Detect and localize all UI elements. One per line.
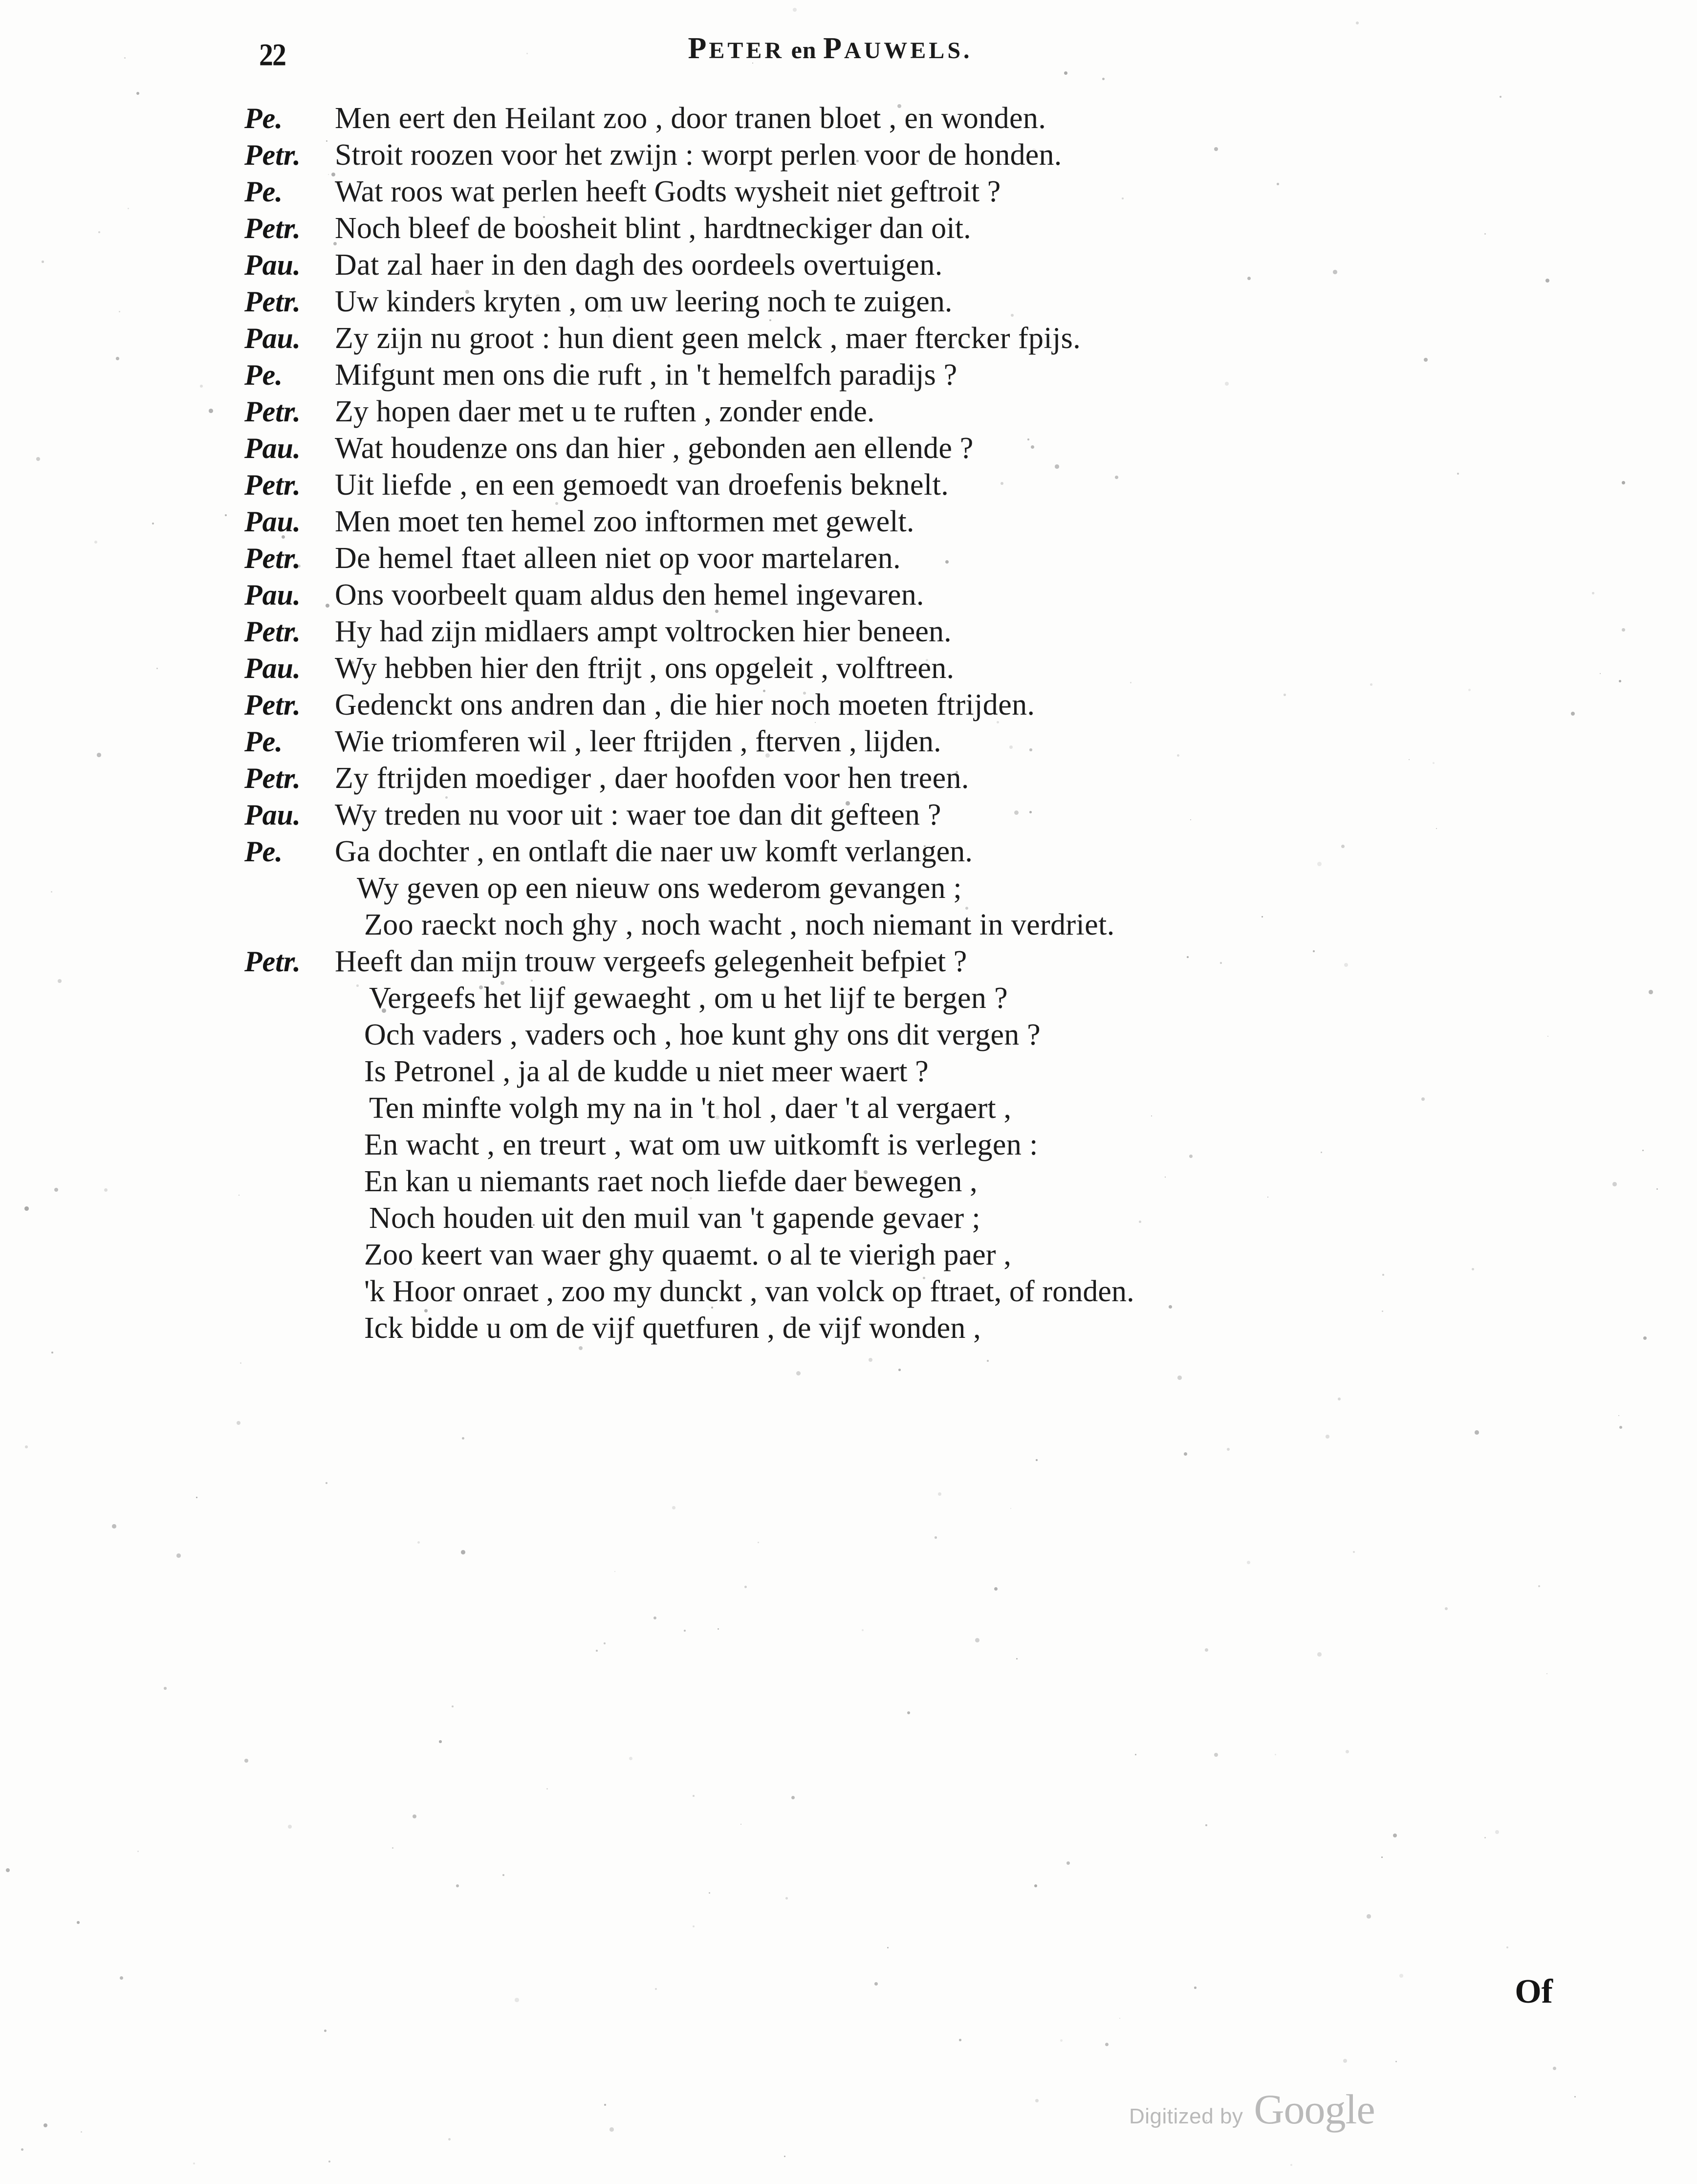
speaker-label: Petr. xyxy=(244,762,301,794)
verse-text: Uw kinders kryten , om uw leering noch te zuigen. xyxy=(335,285,953,318)
speaker-label: Pau. xyxy=(244,249,301,281)
verse-text: Hy had zijn midlaers ampt voltrocken hier beneen. xyxy=(335,615,952,648)
verse-line xyxy=(244,577,1593,613)
verse-line xyxy=(244,797,1593,833)
page-title-peter-initial: P xyxy=(688,32,709,65)
speaker-label: Pe. xyxy=(244,102,283,134)
verse-line-continuation xyxy=(244,1273,1593,1310)
verse-text: Och vaders , vaders och , hoe kunt ghy ons dit vergen ? xyxy=(364,1018,1041,1051)
verse-text: 'k Hoor onraet , zoo my dunckt , van volck op ftraet, of ronden. xyxy=(364,1275,1134,1308)
catchword: Of xyxy=(1515,1973,1553,2010)
speaker-label: Pau. xyxy=(244,799,301,831)
speaker-label: Petr. xyxy=(244,139,301,171)
speaker-label: Petr. xyxy=(244,542,301,574)
verse-line-continuation xyxy=(244,1017,1593,1053)
verse-line-continuation xyxy=(244,1053,1593,1090)
speaker-label: Petr. xyxy=(244,395,301,428)
verse-text: Men eert den Heilant zoo , door tranen bloet , en wonden. xyxy=(335,102,1046,135)
verse-line xyxy=(244,247,1593,284)
verse-text: Wie triomferen wil , leer ftrijden , fterven , lijden. xyxy=(335,725,941,758)
verse-text: Mifgunt men ons die ruft , in 't hemelfch paradijs ? xyxy=(335,358,957,392)
verse-text: Stroit roozen voor het zwijn : worpt perlen voor de honden. xyxy=(335,138,1062,172)
verse-line-continuation xyxy=(244,1310,1593,1347)
verse-body xyxy=(244,100,1593,1347)
page-title-period: . xyxy=(963,36,970,64)
google-logo-text: Google xyxy=(1254,2086,1375,2133)
verse-line-continuation xyxy=(244,1237,1593,1273)
speaker-label: Petr. xyxy=(244,469,301,501)
verse-line-continuation xyxy=(244,1127,1593,1163)
verse-line xyxy=(244,467,1593,503)
verse-text: Wy geven op een nieuw ons wederom gevangen ; xyxy=(357,872,962,905)
verse-line xyxy=(244,503,1593,540)
running-head xyxy=(244,27,1560,86)
speaker-label: Pau. xyxy=(244,579,301,611)
verse-text: Ick bidde u om de vijf quetfuren , de vijf wonden , xyxy=(364,1311,981,1345)
verse-line xyxy=(244,540,1593,577)
verse-text: Ten minfte volgh my na in 't hol , daer 't al vergaert , xyxy=(369,1092,1012,1125)
verse-line xyxy=(244,613,1593,650)
page-title xyxy=(244,31,1560,66)
verse-line xyxy=(244,320,1593,357)
verse-text: Is Petronel , ja al de kudde u niet meer waert ? xyxy=(364,1055,929,1088)
verse-line xyxy=(244,393,1593,430)
page-title-space2 xyxy=(817,36,824,64)
verse-text: Ga dochter , en ontlaft die naer uw komft verlangen. xyxy=(335,835,973,868)
verse-line-continuation xyxy=(244,907,1593,943)
verse-text: Dat zal haer in den dagh des oordeels overtuigen. xyxy=(335,248,943,282)
verse-text: Uit liefde , en een gemoedt van droefenis beknelt. xyxy=(335,468,949,502)
verse-text: Zoo raeckt noch ghy , noch wacht , noch niemant in verdriet. xyxy=(364,908,1115,941)
speaker-label: Petr. xyxy=(244,212,301,244)
page-number: 22 xyxy=(259,37,285,72)
page-title-pauwels-initial: P xyxy=(823,32,844,65)
speaker-label: Pe. xyxy=(244,835,283,868)
digitized-by-google-watermark xyxy=(1129,2085,1375,2134)
verse-text: Ons voorbeelt quam aldus den hemel ingevaren. xyxy=(335,578,924,612)
speaker-label: Petr. xyxy=(244,945,301,978)
verse-line xyxy=(244,760,1593,797)
verse-line xyxy=(244,430,1593,467)
verse-line xyxy=(244,174,1593,210)
page-title-en: en xyxy=(791,36,817,64)
verse-text: Vergeefs het lijf gewaeght , om u het lijf te bergen ? xyxy=(369,982,1008,1015)
verse-line-continuation xyxy=(244,980,1593,1017)
verse-text: En wacht , en treurt , wat om uw uitkomft is verlegen : xyxy=(364,1128,1038,1161)
verse-text: En kan u niemants raet noch liefde daer bewegen , xyxy=(364,1165,978,1198)
verse-text: Heeft dan mijn trouw vergeefs gelegenheit befpiet ? xyxy=(335,945,967,978)
speaker-label: Pau. xyxy=(244,432,301,464)
verse-line xyxy=(244,687,1593,723)
page-title-peter-rest: ETER xyxy=(709,38,785,64)
verse-text: Zy zijn nu groot : hun dient geen melck , maer ftercker fpijs. xyxy=(335,322,1081,355)
verse-text: Noch houden uit den muil van 't gapende gevaer ; xyxy=(369,1201,981,1235)
verse-line xyxy=(244,357,1593,393)
speaker-label: Pe. xyxy=(244,725,283,758)
verse-line-continuation xyxy=(244,1163,1593,1200)
speaker-label: Petr. xyxy=(244,615,301,648)
verse-text: De hemel ftaet alleen niet op voor martelaren. xyxy=(335,542,901,575)
verse-text: Wat houdenze ons dan hier , gebonden aen ellende ? xyxy=(335,432,974,465)
verse-line xyxy=(244,210,1593,247)
verse-line-continuation xyxy=(244,870,1593,907)
verse-text: Zoo keert van waer ghy quaemt. o al te vierigh paer , xyxy=(364,1238,1012,1271)
verse-line xyxy=(244,650,1593,687)
verse-line-continuation xyxy=(244,1200,1593,1237)
verse-line xyxy=(244,100,1593,137)
verse-line xyxy=(244,723,1593,760)
speaker-label: Pau. xyxy=(244,505,301,538)
verse-text: Zy ftrijden moediger , daer hoofden voor hen treen. xyxy=(335,762,969,795)
speaker-label: Pau. xyxy=(244,322,301,354)
verse-line xyxy=(244,943,1593,980)
verse-line xyxy=(244,137,1593,174)
watermark-prefix: Digitized by xyxy=(1129,2104,1243,2128)
verse-line xyxy=(244,833,1593,870)
verse-text: Zy hopen daer met u te ruften , zonder ende. xyxy=(335,395,875,428)
speaker-label: Pe. xyxy=(244,175,283,208)
verse-line-continuation xyxy=(244,1090,1593,1127)
speaker-label: Petr. xyxy=(244,689,301,721)
verse-text: Men moet ten hemel zoo inftormen met gewelt. xyxy=(335,505,914,538)
verse-text: Wy treden nu voor uit : waer toe dan dit gefteen ? xyxy=(335,798,941,831)
speaker-label: Pe. xyxy=(244,359,283,391)
verse-text: Wat roos wat perlen heeft Godts wysheit niet geftroit ? xyxy=(335,175,1001,208)
verse-line xyxy=(244,284,1593,320)
page-title-pauwels-rest: AUWELS xyxy=(844,38,964,64)
speaker-label: Pau. xyxy=(244,652,301,684)
speaker-label: Petr. xyxy=(244,285,301,318)
verse-text: Noch bleef de boosheit blint , hardtneckiger dan oit. xyxy=(335,212,971,245)
verse-text: Wy hebben hier den ftrijt , ons opgeleit , volftreen. xyxy=(335,652,955,685)
page-title-conjunction xyxy=(784,36,791,64)
verse-text: Gedenckt ons andren dan , die hier noch moeten ftrijden. xyxy=(335,688,1035,721)
